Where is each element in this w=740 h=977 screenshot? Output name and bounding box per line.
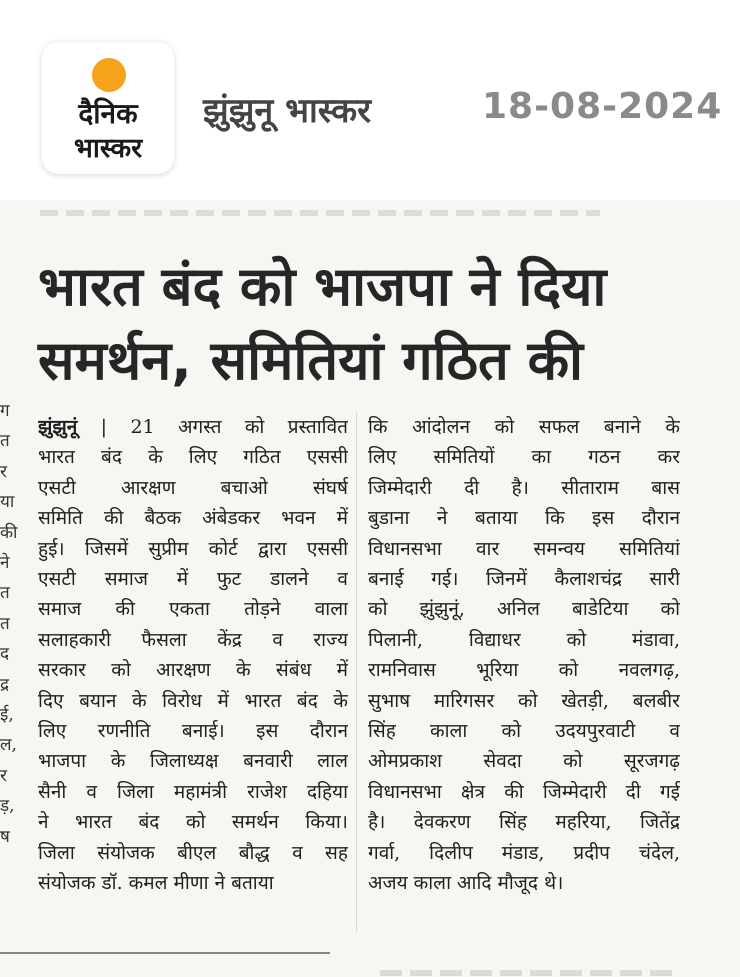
article-text-line: विधानसभा क्षेत्र की जिम्मेदारी दी गई: [368, 780, 680, 803]
cropped-fragment: द्र: [0, 674, 10, 695]
bottom-rule: [0, 952, 330, 954]
article-text-line: रामनिवास भूरिया को नवलगढ़,: [368, 659, 680, 682]
cropped-fragment: त: [0, 431, 10, 452]
faded-text-strip: [40, 210, 600, 216]
article-text-line: अजय काला आदि मौजूद थे।: [368, 872, 564, 895]
article-text-line: सैनी व जिला महामंत्री राजेश दहिया: [38, 780, 348, 803]
article-text-line: एसटी आरक्षण बचाओ संघर्ष: [38, 476, 348, 499]
article-text-line: हुई। जिसमें सुप्रीम कोर्ट द्वारा एससी: [38, 537, 348, 560]
article-text-line: है। देवकरण सिंह महरिया, जितेंद्र: [368, 811, 680, 834]
app-header: [0, 0, 740, 200]
article-text-line: जिला संयोजक बीएल बौद्ध व सह: [38, 841, 348, 864]
article-column-1: [38, 412, 348, 899]
article-text-line: दिए बयान के विरोध में भारत बंद के: [38, 689, 348, 712]
cropped-fragment: ई,: [0, 705, 14, 726]
cropped-fragment: र: [0, 461, 7, 482]
cropped-fragment: या: [0, 492, 15, 513]
cropped-fragment: की: [0, 522, 18, 543]
article-text-line: संयोजक डॉ. कमल मीणा ने बताया: [38, 872, 274, 895]
cropped-fragment: ने: [0, 553, 10, 574]
edition-title: झुंझुनू भास्कर: [203, 91, 372, 131]
cropped-fragment: ल,: [0, 735, 17, 756]
article-text-line: लिए रणनीति बनाई। इस दौरान: [38, 720, 348, 743]
cropped-fragment: त: [0, 583, 10, 604]
cropped-fragment: ष: [0, 826, 10, 847]
newspaper-clipping: [0, 200, 740, 977]
article-text-fragment: | 21 अगस्त को प्रस्तावित: [77, 416, 348, 438]
article-text-line: कि आंदोलन को सफल बनाने के: [368, 416, 680, 438]
article-text-line: को झुंझुनूं, अनिल बाडेटिया को: [368, 598, 680, 621]
headline-line-1: भारत बंद को भाजपा ने दिया: [38, 255, 607, 318]
headline-line-2: समर्थन, समितियां गठित की: [38, 329, 584, 392]
article-text-line: सलाहकारी फैसला केंद्र व राज्य: [38, 628, 348, 651]
article-text-line: पिलानी, विद्याधर को मंडावा,: [368, 628, 680, 651]
article-text-line: बनाई गई। जिनमें कैलाशचंद्र सारी: [368, 568, 680, 591]
article-text-line: लिए समितियों का गठन कर: [368, 446, 680, 469]
article-text-line: बुडाना ने बताया कि इस दौरान: [368, 507, 680, 530]
article-column-2: [368, 412, 680, 899]
faded-text-strip-bottom: [380, 970, 680, 976]
article-text-line: ने भारत बंद को समर्थन किया।: [38, 811, 348, 834]
dainik-bhaskar-logo[interactable]: [42, 42, 174, 174]
article-text-line: विधानसभा वार समन्वय समितियां: [368, 537, 680, 560]
article-text-line: एसटी समाज में फुट डालने व: [38, 568, 348, 591]
sun-icon: [92, 58, 126, 92]
article-text-line: ओमप्रकाश सेवदा को सूरजगढ़: [368, 750, 680, 773]
article-text-line: भाजपा के जिलाध्यक्ष बनवारी लाल: [38, 750, 348, 773]
article-text-line: भारत बंद के लिए गठित एससी: [38, 446, 348, 469]
article-dateline: झुंझुनूं: [38, 416, 78, 438]
cropped-fragment: त: [0, 613, 10, 634]
cropped-fragment: ग: [0, 401, 10, 421]
logo-text-line1: दैनिक: [78, 97, 138, 130]
article-text-line: समिति की बैठक अंबेडकर भवन में: [38, 507, 348, 530]
article-text-line: जिम्मेदारी दी है। सीताराम बास: [368, 476, 680, 499]
article-text-line: सिंह काला को उदयपुरवाटी व: [368, 720, 680, 743]
article-text-line: गर्वा, दिलीप मंडाड, प्रदीप चंदेल,: [368, 841, 680, 864]
column-divider: [356, 412, 357, 932]
edition-date: 18-08-2024: [482, 86, 723, 127]
article-text-line: समाज की एकता तोड़ने वाला: [38, 598, 348, 621]
logo-text-line2: भास्कर: [73, 133, 143, 164]
article-text-line: सुभाष मारिगसर को खेतड़ी, बलबीर: [368, 689, 680, 712]
article-text-line: सरकार को आरक्षण के संबंध में: [38, 659, 348, 682]
cropped-fragment: ड़,: [0, 796, 15, 817]
article-headline: [38, 250, 718, 398]
cropped-adjacent-column: [0, 396, 20, 852]
cropped-fragment: द: [0, 644, 10, 665]
cropped-fragment: र: [0, 765, 7, 786]
article-text-line: [38, 412, 348, 442]
